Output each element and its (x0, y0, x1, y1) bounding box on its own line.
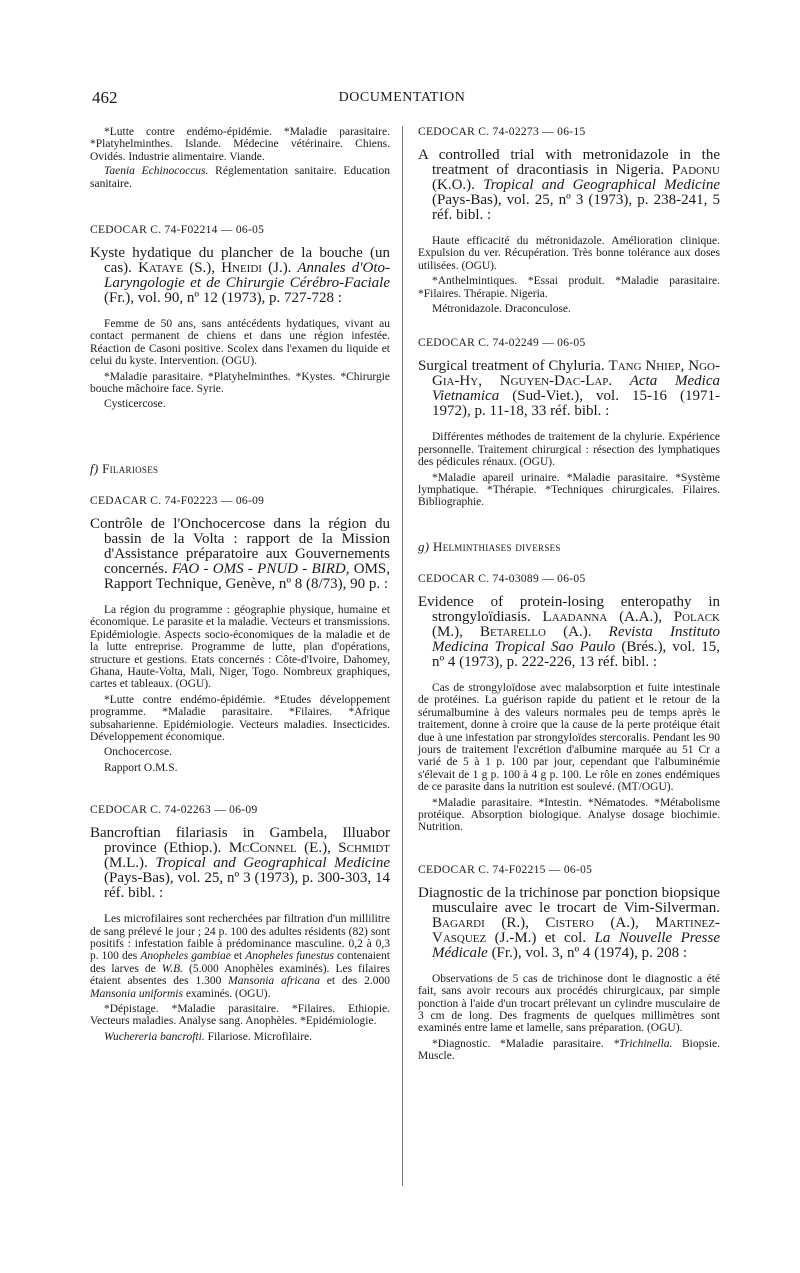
column-divider (402, 126, 403, 1186)
entry-reference: CEDOCAR C. 74-02263 — 06-09 (90, 804, 258, 817)
species-name: Taenia Echinococcus. (104, 165, 209, 178)
keywords: *Lutte contre endémo-épidémie. *Etudes développement programme. *Maladie parasitaire. *Filaires. *Afrique subsaharienne. Epidémiologie. Vecteurs maladies. Insecticides. Développement économique. (90, 693, 390, 743)
journal-name: Annales d'Oto-Laryngologie et de Chirurgie Cérébro-Faciale (104, 260, 390, 292)
species-name: Wuchereria bancrofti. (104, 1030, 205, 1043)
species-name: *Trichinella. (613, 1037, 673, 1050)
right-column (418, 126, 720, 1066)
section-heading-filarioses: f) Filarioses (90, 460, 159, 476)
keywords: Onchocercose. (104, 746, 173, 759)
entry-metronidazole (418, 126, 720, 315)
authors: Padonu (K.O.). (432, 162, 720, 193)
keywords: Taenia Echinococcus. Réglementation sanitaire. Education sanitaire. (90, 165, 390, 190)
journal-name: Tropical and Geographical Medicine (147, 855, 390, 872)
entry-reference: CEDOCAR C. 74-F02214 — 06-05 (90, 224, 265, 237)
journal-name: Revista Instituto Medicina Tropical Sao Paulo (432, 623, 720, 655)
entry-kyste (90, 224, 390, 411)
entry-reference: CEDOCAR C. 74-03089 — 06-05 (418, 572, 586, 585)
entry-bancroftian (90, 804, 390, 1043)
keywords: Métronidazole. Draconculose. (432, 303, 571, 316)
entry-title: Bancroftian filariasis in Gambela, Illuabor province (Ethiop.). McConnel (E.), Schmidt (M.L.). Tropical and Geographical Medicine (Pays-Bas), vol. 25, nº 3 (1973), p. 300-303, 14 réf. bibl. : (90, 825, 390, 902)
page-number: 462 (92, 88, 118, 107)
entry-chyluria (418, 337, 720, 508)
authors: Laadanna (A.A.), Polack (M.), Betarello (A.). (432, 608, 720, 640)
continuation-block (90, 126, 390, 190)
keywords: Rapport O.M.S. (104, 761, 178, 774)
keywords: Wuchereria bancrofti. Filariose. Microfilaire. (104, 1030, 313, 1043)
page-header (92, 88, 712, 112)
journal-name: La Nouvelle Presse Médicale (432, 929, 721, 961)
entry-title: Evidence of protein-losing enteropathy in strongyloïdiasis. Laadanna (A.A.), Polack (M.), Betarello (A.). Revista Instituto Medicina Tropical Sao Paulo (Brés.), vol. 15, nº 4 (1973), p. 222-226, 13 réf. bibl. : (418, 593, 721, 670)
abstract: La région du programme : géographie physique, humaine et économique. Le parasite et la maladie. Vecteurs et transmissions. Epidémiologie. Aspects socio-économiques de la maladie et de la lutte entreprise. Programme de lutte, plan d'opérations, structure et gestions. Etats concernés : Côte-d'Ivoire, Dahomey, Ghana, Haute-Volta, Mali, Niger, Togo. Nombreux graphiques, cartes et tableaux. (OGU). (90, 603, 390, 691)
abstract: Différentes méthodes de traitement de la chylurie. Expérience personnelle. Traitement chirurgical : résection des lymphatiques des pédicules rénaux. (OGU). (418, 431, 720, 469)
entry-trichinose (418, 864, 720, 1063)
abstract: Haute efficacité du métronidazole. Amélioration clinique. Expulsion du ver. Récupération. Très bonne tolérance aux doses utilisées. (OGU). (418, 235, 720, 272)
entry-strongyloidiasis (418, 573, 720, 834)
keywords: *Lutte contre endémo-épidémie. *Maladie parasitaire. *Platyhelminthes. Islande. Médecine vétérinaire. Chiens. Ovidés. Industrie alimentaire. Viande. (90, 126, 390, 163)
abstract: Cas de strongyloïdose avec malabsorption et fuite intestinale de protéines. La guérison rapide du patient et le retour de la sérumalbumine à des valeurs normales peu de temps après le traitement, donne à croire que la cause de la perte protéique était due à une infestation par strongyloïdes stercoralis. Pendant les 90 jours de traitement l'excrétion d'albumine marquée au 51 Cr a varié de 5 à 1 p. 100 par jour, cependant que l'albuminémie s'élevait de 1 g p. 100 à 4 g p. 100. Le rôle en zones endémiques de ce parasite dans la nutrition est soulevé. (MT/OGU). (418, 681, 720, 794)
keywords: *Maladie parasitaire. *Platyhelminthes. *Kystes. *Chirurgie bouche mâchoire face. Syrie. (90, 370, 390, 396)
abstract: Observations de 5 cas de trichinose dont le diagnostic a été fait, sans avoir recours aux procédés chirurgicaux, par simple ponction à l'aide d'un trocart prélevant un cylindre musculaire de 3 cm de long. Des fragments de quelques millimètres sont examinés entre lame et lamelle, sans préparation. (OGU). (418, 972, 720, 1035)
entry-title: Diagnostic de la trichinose par ponction biopsique musculaire avec le trocart de Vim-Silverman. Bagardi (R.), Cistero (A.), Martinez-Vasquez (J.-M.) et col. La Nouvelle Presse Médicale (Fr.), vol. 3, nº 4 (1974), p. 208 : (418, 884, 721, 961)
entry-title: Kyste hydatique du plancher de la bouche (un cas). Kataye (S.), Hneidi (J.). Annales d'Oto-Laryngologie et de Chirurgie Cérébro-Faciale (Fr.), vol. 90, nº 12 (1973), p. 727-728 : (90, 245, 390, 307)
keywords: *Maladie apareil urinaire. *Maladie parasitaire. *Système lymphatique. *Thérapie. *Techniques chirurgicales. Filaires. Bibliographie. (418, 471, 720, 509)
authors: Bagardi (R.), Cistero (A.), Martinez-Vasquez (J.-M.) (432, 914, 720, 946)
entry-title: Surgical treatment of Chyluria. Tang Nhiep, Ngo-Gia-Hy, Nguyen-Dac-Lap. Acta Medica Vietnamica (Sud-Viet.), vol. 15-16 (1971-1972), p. 11-18, 33 réf. bibl. : (418, 358, 720, 420)
keywords: *Diagnostic. *Maladie parasitaire. *Trichinella. Biopsie. Muscle. (418, 1037, 721, 1063)
keywords: *Maladie parasitaire. *Intestin. *Nématodes. *Métabolisme protéique. Absorption biologique. Analyse dosage biochimie. Nutrition. (418, 796, 720, 834)
entry-title: A controlled trial with metronidazole in the treatment of dracontiasis in Nigeria. Padonu (K.O.). Tropical and Geographical Medicine (Pays-Bas), vol. 25, nº 3 (1973), p. 238-241, 5 réf. bibl. : (418, 147, 720, 223)
keywords: *Dépistage. *Maladie parasitaire. *Filaires. Ethiopie. Vecteurs maladies. Analyse sang. Anophèles. *Epidémiologie. (90, 1003, 390, 1028)
running-title: DOCUMENTATION (338, 90, 466, 105)
abstract: Les microfilaires sont recherchées par filtration d'un millilitre de sang prélevé le jour ; 24 p. 100 des adultes résidents (82) sont positifs : infestation faible à prédominance masculine. 0,2 à 0,3 p. 100 des Anopheles gambiae et Anopheles funestus contenaient des larves de W.B. (5.000 Anophèles examinés). Les filaires étaient absentes des 1.300 Mansonia africana et des 2.000 Mansonia uniformis examinés. (OGU). (90, 913, 390, 1000)
entry-onchocercose (90, 495, 390, 774)
abstract: Femme de 50 ans, sans antécédents hydatiques, vivant au contact permanent de chiens et dans une région infestée. Réaction de Casoni positive. Scolex dans l'examen du liquide et celui du kyste. Intervention. (OGU). (90, 318, 390, 368)
keywords: *Anthelmintiques. *Essai produit. *Maladie parasitaire. *Filaires. Thérapie. Nigeria. (418, 275, 720, 300)
section-heading-helminthiases: g) Helminthiases diverses (418, 538, 561, 554)
keywords: Cysticercose. (104, 398, 166, 411)
authors: Tang Nhiep, Ngo-Gia-Hy, Nguyen-Dac-Lap. (432, 358, 720, 390)
entry-reference: CEDOCAR C. 74-02273 — 06-15 (418, 126, 586, 138)
authors: Kataye (S.), Hneidi (J.). (138, 260, 292, 277)
authors: McConnel (E.), Schmidt (M.L.). (104, 840, 390, 872)
journal-name: Acta Medica Vietnamica (432, 373, 720, 405)
journal-name: FAO - OMS - PNUD - BIRD, (172, 560, 350, 577)
journal-name: Tropical and Geographical Medicine (474, 177, 720, 193)
entry-title: Contrôle de l'Onchocercose dans la région du bassin de la Volta : rapport de la Mission d'Assistance préparatoire aux Gouvernements concernés. FAO - OMS - PNUD - BIRD, OMS, Rapport Technique, Genève, nº 8 (8/73), 90 p. : (90, 515, 390, 592)
entry-reference: CEDACAR C. 74-F02223 — 06-09 (90, 494, 265, 507)
entry-reference: CEDOCAR C. 74-F02215 — 06-05 (418, 863, 593, 876)
entry-reference: CEDOCAR C. 74-02249 — 06-05 (418, 337, 586, 350)
left-column (90, 126, 390, 1046)
